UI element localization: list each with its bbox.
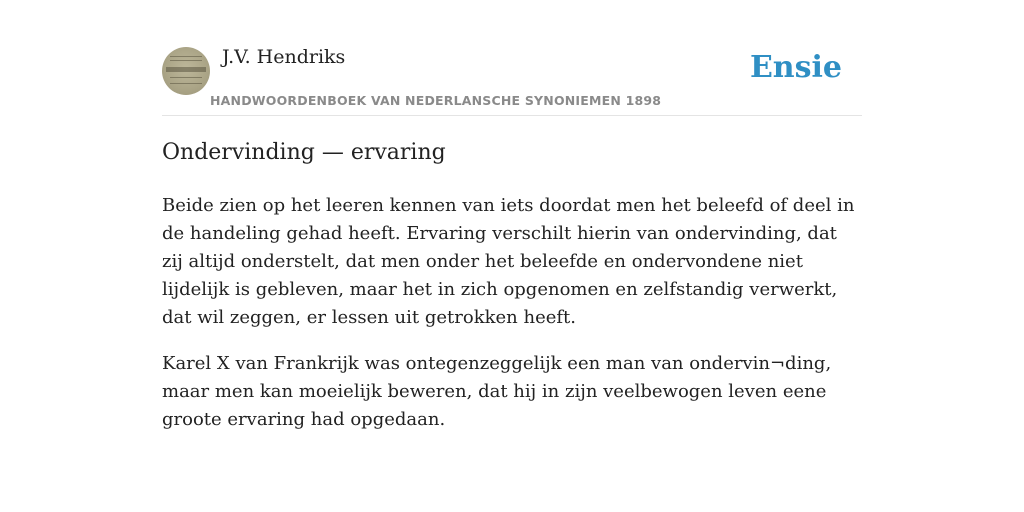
header-divider bbox=[162, 115, 862, 116]
entry-paragraph: Karel X van Frankrijk was ontegenzeggelijk een man van ondervin¬ding, maar men kan moeielijk beweren, dat hij in zijn veelbewogen leven eene groote ervaring had opgedaan. bbox=[162, 353, 832, 430]
entry-body bbox=[162, 192, 862, 452]
author-name[interactable]: J.V. Hendriks bbox=[222, 46, 346, 68]
book-cover-avatar-icon[interactable] bbox=[162, 47, 210, 95]
entry-paragraph: Beide zien op het leeren kennen van iets doordat men het beleefd of deel in de handeling gehad heeft. Ervaring verschilt hierin van ondervinding, dat zij altijd onderstelt, dat men onder het beleefde en ondervondene niet lijdelijk is gebleven, maar het in zich opgenomen en zelfstandig verwerkt, dat wil zeggen, er lessen uit getrokken heeft. bbox=[162, 195, 855, 328]
entry-title: Ondervinding — ervaring bbox=[162, 140, 446, 165]
source-title[interactable]: HANDWOORDENBOEK VAN NEDERLANSCHE SYNONIEMEN 1898 bbox=[210, 93, 662, 108]
brand-logo[interactable]: Ensie bbox=[749, 50, 842, 85]
